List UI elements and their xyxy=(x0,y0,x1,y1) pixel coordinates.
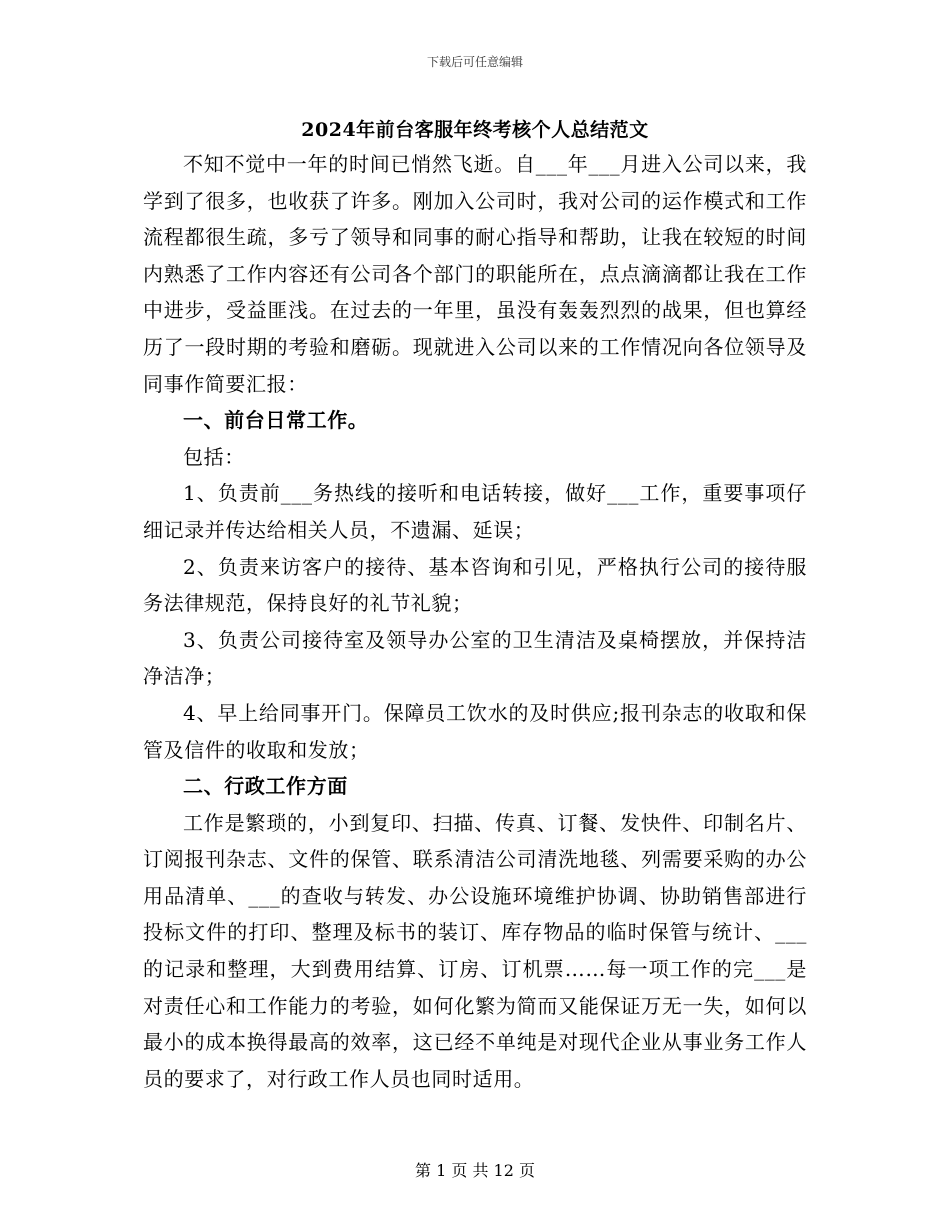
intro-paragraph: 不知不觉中一年的时间已悄然飞逝。自___年___月进入公司以来，我学到了很多，也收获了许多。刚加入公司时，我对公司的运作模式和工作流程都很生疏，多亏了领导和同事的耐心指导和帮助，让我在较短的时间内熟悉了工作内容还有公司各个部门的职能所在，点点滴滴都让我在工作中进步，受益匪浅。在过去的一年里，虽没有轰轰烈烈的战果，但也算经历了一段时期的考验和磨砺。现就进入公司以来的工作情况向各位领导及同事作简要汇报： xyxy=(143,152,807,396)
list-intro: 包括： xyxy=(183,444,245,469)
page-footer: 第 1 页 共 12 页 xyxy=(415,1161,535,1180)
header-note: 下载后可任意编辑 xyxy=(426,55,523,69)
section-heading-front-desk: 一、前台日常工作。 xyxy=(183,408,369,433)
section-heading-admin: 二、行政工作方面 xyxy=(183,774,348,799)
document-title: 2024年前台客服年终考核个人总结范文 xyxy=(301,119,649,141)
list-item-2: 2、负责来访客户的接待、基本咨询和引见，严格执行公司的接待服务法律规范，保持良好的礼节礼貌； xyxy=(143,554,807,616)
document-body xyxy=(143,146,807,1097)
admin-paragraph: 工作是繁琐的，小到复印、扫描、传真、订餐、发快件、印制名片、订阅报刊杂志、文件的保管、联系清洁公司清洗地毯、列需要采购的办公用品清单、___的查收与转发、办公设施环境维护协调、协助销售部进行投标文件的打印、整理及标书的装订、库存物品的临时保管与统计、___的记录和整理，大到费用结算、订房、订机票……每一项工作的完___是对责任心和工作能力的考验，如何化繁为简而又能保证万无一失，如何以最小的成本换得最高的效率，这已经不单纯是对现代企业从事业务工作人员的要求了，对行政工作人员也同时适用。 xyxy=(143,810,807,1091)
list-item-1: 1、负责前___务热线的接听和电话转接，做好___工作，重要事项仔细记录并传达给相关人员，不遗漏、延误； xyxy=(143,481,807,542)
list-item-4: 4、早上给同事开门。保障员工饮水的及时供应;报刊杂志的收取和保管及信件的收取和发放； xyxy=(143,700,807,762)
list-item-3: 3、负责公司接待室及领导办公室的卫生清洁及桌椅摆放，并保持洁净洁净； xyxy=(143,627,807,689)
